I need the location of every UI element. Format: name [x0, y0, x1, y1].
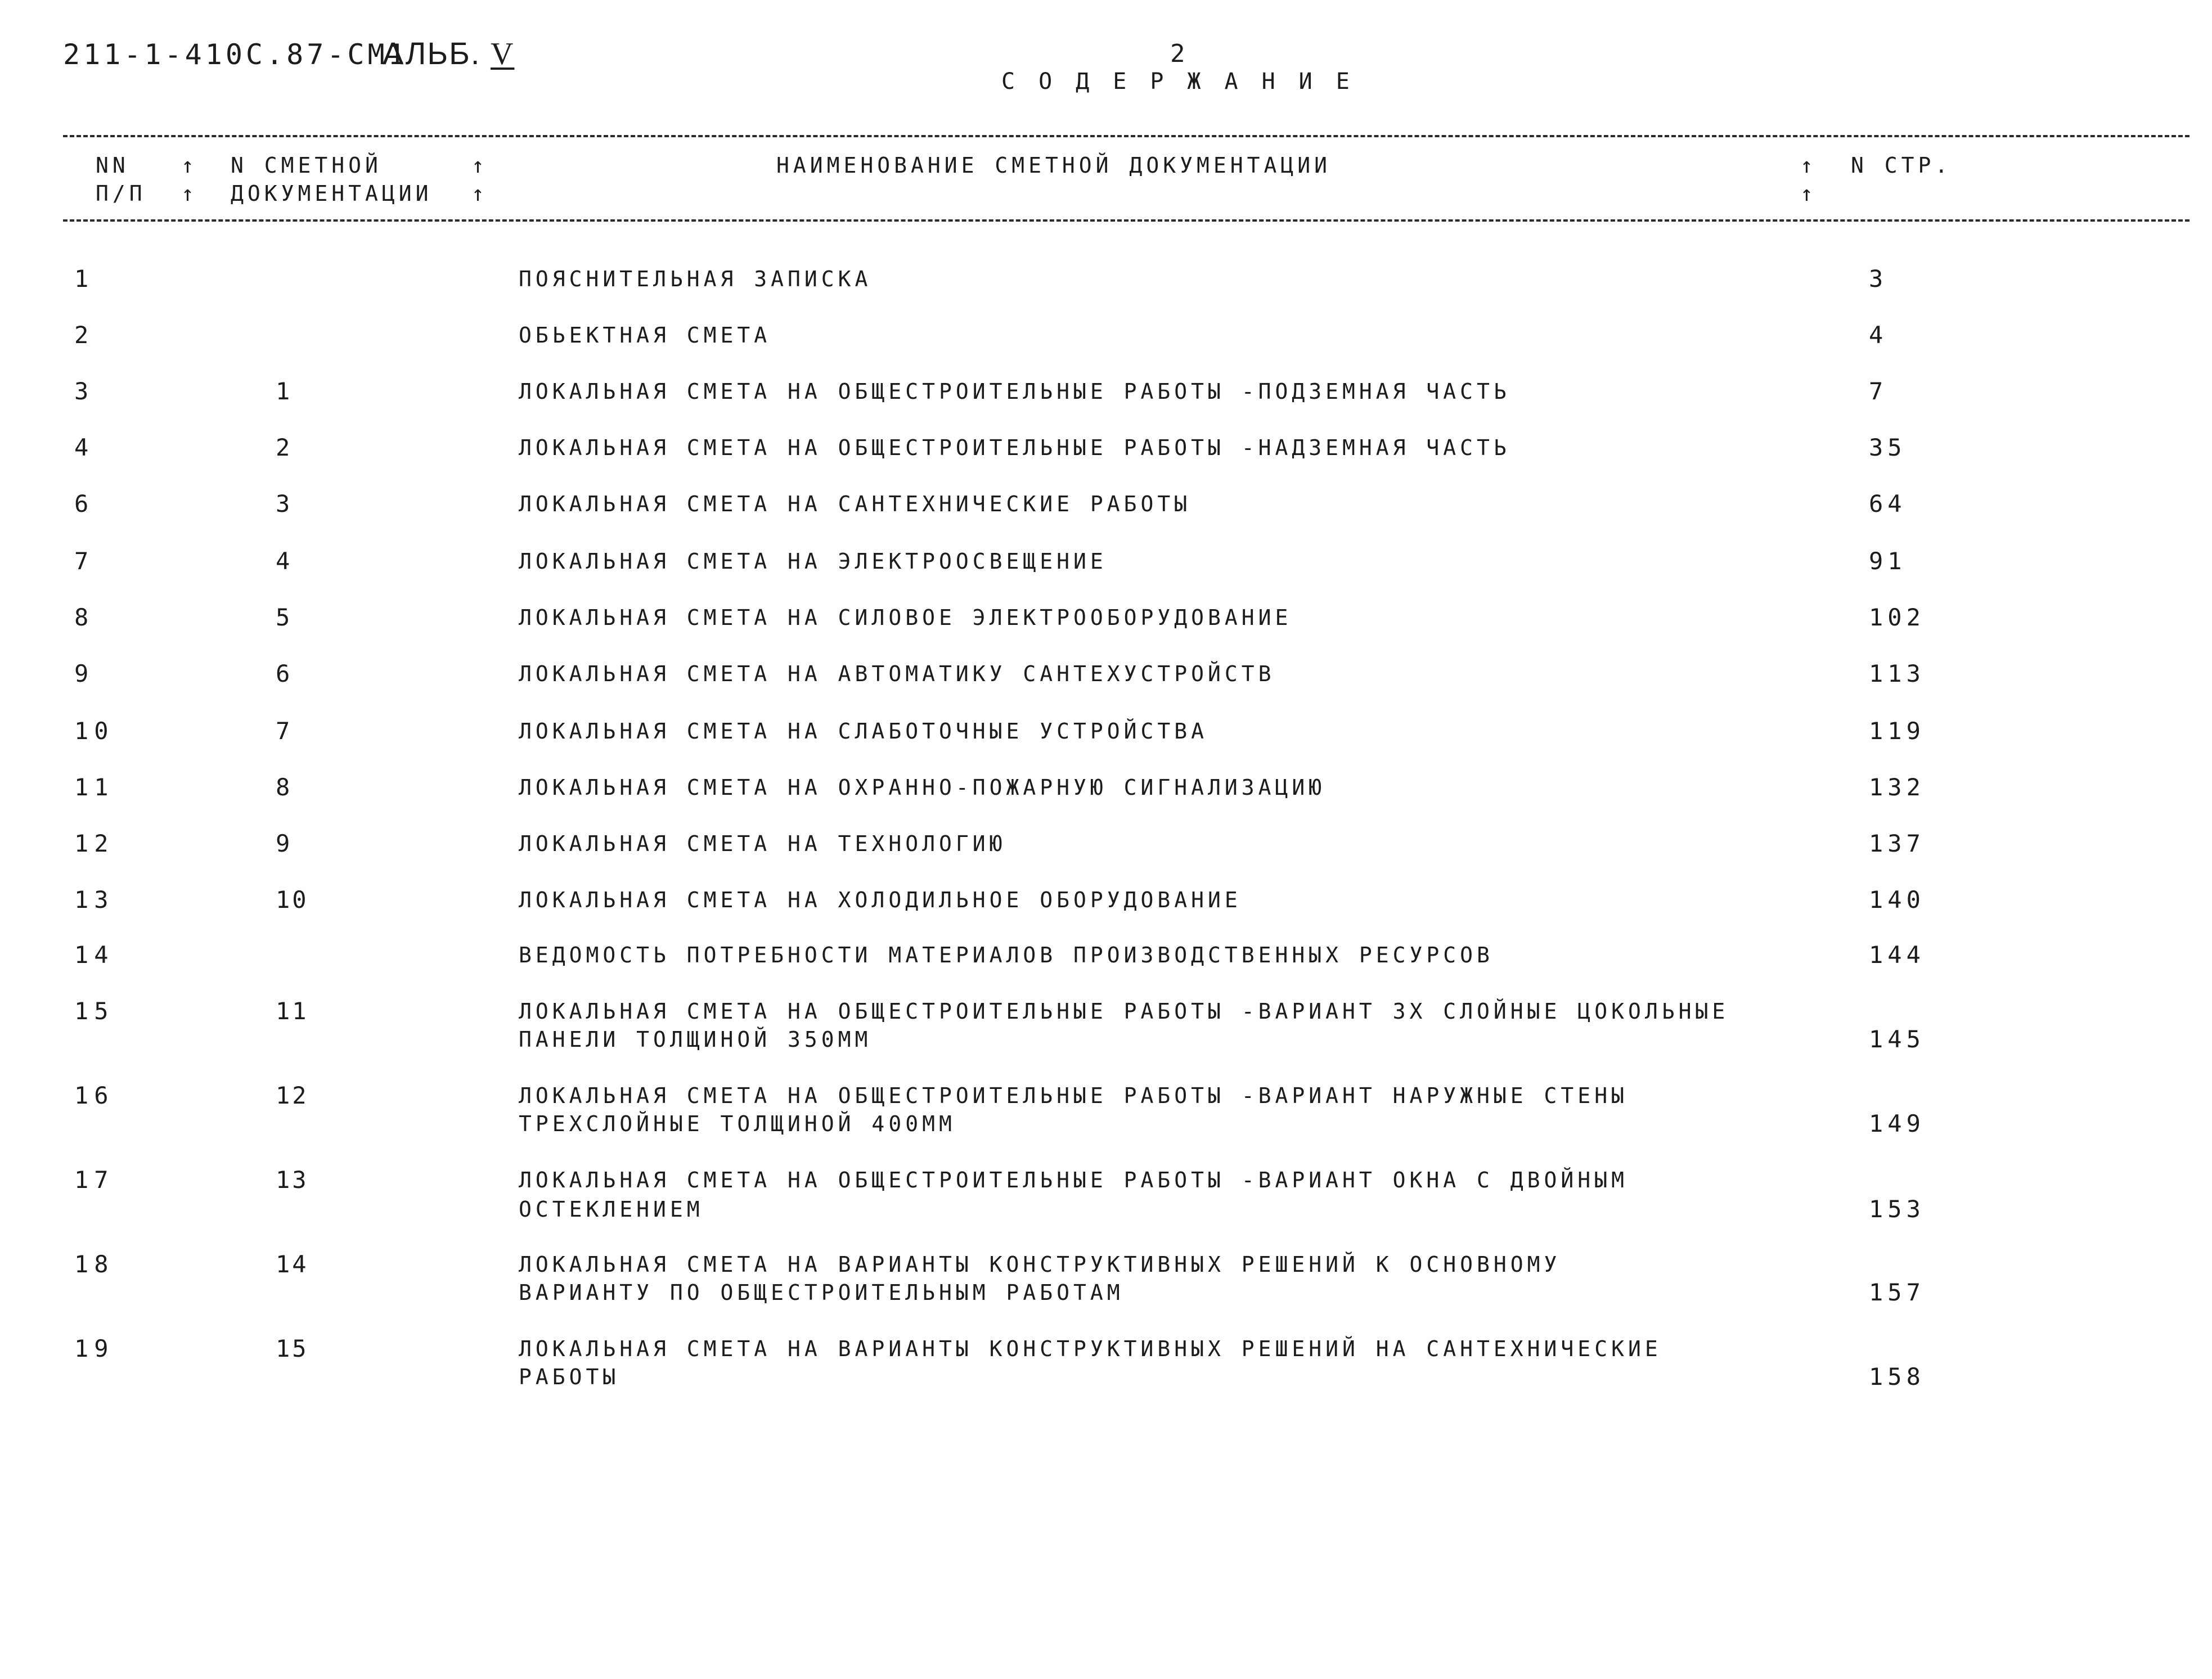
- row-page: 119: [1869, 717, 1925, 745]
- row-doc-number: 13: [276, 1166, 309, 1194]
- row-title-continued: ПАНЕЛИ ТОЛЩИНОЙ 350ММ: [519, 1027, 872, 1052]
- row-number: 15: [74, 997, 114, 1025]
- col-separator-arrow: ↑: [1800, 181, 1813, 206]
- row-page: 4: [1869, 321, 1888, 349]
- row-page: 149: [1869, 1110, 1925, 1137]
- row-page: 35: [1869, 434, 1907, 461]
- row-page: 158: [1869, 1363, 1925, 1390]
- row-page: 140: [1869, 886, 1925, 913]
- col-nn-line2: П/П: [96, 181, 146, 206]
- row-title: ЛОКАЛЬНАЯ СМЕТА НА САНТЕХНИЧЕСКИЕ РАБОТЫ: [519, 492, 1192, 516]
- row-page: 153: [1869, 1195, 1925, 1223]
- row-title: ЛОКАЛЬНАЯ СМЕТА НА ОБЩЕСТРОИТЕЛЬНЫЕ РАБОТЫ -НАДЗЕМНАЯ ЧАСТЬ: [519, 435, 1510, 460]
- row-doc-number: 7: [276, 717, 293, 745]
- row-number: 8: [74, 604, 95, 631]
- album-label-text: АЛЬБ.: [383, 35, 481, 71]
- row-doc-number: 2: [276, 434, 293, 461]
- row-title: ЛОКАЛЬНАЯ СМЕТА НА ВАРИАНТЫ КОНСТРУКТИВНЫХ РЕШЕНИЙ НА САНТЕХНИЧЕСКИЕ: [519, 1336, 1662, 1361]
- row-title: ЛОКАЛЬНАЯ СМЕТА НА ТЕХНОЛОГИЮ: [519, 831, 1006, 856]
- row-page: 145: [1869, 1025, 1925, 1053]
- row-title: ОБЬЕКТНАЯ СМЕТА: [519, 323, 771, 348]
- row-doc-number: 1: [276, 377, 293, 405]
- col-separator-arrow: ↑: [181, 153, 194, 178]
- row-doc-number: 5: [276, 604, 293, 631]
- row-doc-number: 15: [276, 1335, 309, 1362]
- row-doc-number: 4: [276, 547, 293, 575]
- col-separator-arrow: ↑: [181, 181, 194, 206]
- row-page: 132: [1869, 773, 1925, 801]
- header-top-rule: [63, 135, 2189, 137]
- row-number: 3: [74, 377, 95, 405]
- row-title: ЛОКАЛЬНАЯ СМЕТА НА АВТОМАТИКУ САНТЕХУСТРОЙСТВ: [519, 661, 1275, 686]
- row-number: 14: [74, 941, 114, 969]
- row-number: 13: [74, 886, 114, 913]
- row-number: 18: [74, 1250, 114, 1278]
- album-label: [383, 35, 514, 72]
- row-title: ЛОКАЛЬНАЯ СМЕТА НА ОБЩЕСТРОИТЕЛЬНЫЕ РАБОТЫ -ПОДЗЕМНАЯ ЧАСТЬ: [519, 379, 1510, 404]
- row-doc-number: 14: [276, 1250, 309, 1278]
- header-bottom-rule: [63, 219, 2189, 222]
- row-title: ЛОКАЛЬНАЯ СМЕТА НА ОБЩЕСТРОИТЕЛЬНЫЕ РАБОТЫ -ВАРИАНТ 3Х СЛОЙНЫЕ ЦОКОЛЬНЫЕ: [519, 999, 1729, 1024]
- row-doc-number: 6: [276, 660, 293, 687]
- row-doc-number: 9: [276, 830, 293, 857]
- row-title: ПОЯСНИТЕЛЬНАЯ ЗАПИСКА: [519, 267, 872, 291]
- row-doc-number: 3: [276, 490, 293, 517]
- row-page: 157: [1869, 1279, 1925, 1306]
- row-number: 6: [74, 490, 95, 517]
- row-doc-number: 12: [276, 1082, 309, 1109]
- row-title: ЛОКАЛЬНАЯ СМЕТА НА ОБЩЕСТРОИТЕЛЬНЫЕ РАБОТЫ -ВАРИАНТ ОКНА С ДВОЙНЫМ: [519, 1168, 1628, 1192]
- row-title: ЛОКАЛЬНАЯ СМЕТА НА ХОЛОДИЛЬНОЕ ОБОРУДОВАНИЕ: [519, 888, 1242, 912]
- row-title: ЛОКАЛЬНАЯ СМЕТА НА ОХРАННО-ПОЖАРНУЮ СИГНАЛИЗАЦИЮ: [519, 775, 1326, 800]
- col-doc-line1: N СМЕТНОЙ: [231, 153, 382, 178]
- row-title-continued: ВАРИАНТУ ПО ОБЩЕСТРОИТЕЛЬНЫМ РАБОТАМ: [519, 1280, 1124, 1305]
- album-number: V: [490, 37, 515, 71]
- row-number: 7: [74, 547, 95, 575]
- row-page: 144: [1869, 941, 1925, 969]
- document-code: 211-1-410С.87-СМ1: [63, 38, 408, 71]
- row-title: ЛОКАЛЬНАЯ СМЕТА НА ВАРИАНТЫ КОНСТРУКТИВНЫХ РЕШЕНИЙ К ОСНОВНОМУ: [519, 1252, 1561, 1277]
- row-doc-number: 10: [276, 886, 309, 913]
- row-number: 12: [74, 830, 114, 857]
- col-doc-line2: ДОКУМЕНТАЦИИ: [231, 181, 433, 206]
- row-number: 2: [74, 321, 95, 349]
- col-nn-line1: NN: [96, 153, 129, 178]
- row-page: 102: [1869, 604, 1925, 631]
- row-title-continued: РАБОТЫ: [519, 1365, 620, 1389]
- row-number: 17: [74, 1166, 114, 1194]
- row-number: 19: [74, 1335, 114, 1362]
- row-doc-number: 11: [276, 997, 309, 1025]
- row-title: ЛОКАЛЬНАЯ СМЕТА НА ЭЛЕКТРООСВЕЩЕНИЕ: [519, 549, 1107, 574]
- page-title: СОДЕРЖАНИЕ: [1001, 69, 1373, 94]
- row-number: 11: [74, 773, 114, 801]
- row-title: ЛОКАЛЬНАЯ СМЕТА НА СЛАБОТОЧНЫЕ УСТРОЙСТВА: [519, 719, 1208, 744]
- col-name-header: НАИМЕНОВАНИЕ СМЕТНОЙ ДОКУМЕНТАЦИИ: [776, 153, 1331, 178]
- col-separator-arrow: ↑: [471, 181, 484, 206]
- col-page-header: N СТР.: [1851, 153, 1952, 178]
- row-number: 16: [74, 1082, 114, 1109]
- row-title: ВЕДОМОСТЬ ПОТРЕБНОСТИ МАТЕРИАЛОВ ПРОИЗВОДСТВЕННЫХ РЕСУРСОВ: [519, 943, 1494, 967]
- row-doc-number: 8: [276, 773, 293, 801]
- row-page: 137: [1869, 830, 1925, 857]
- row-title: ЛОКАЛЬНАЯ СМЕТА НА ОБЩЕСТРОИТЕЛЬНЫЕ РАБОТЫ -ВАРИАНТ НАРУЖНЫЕ СТЕНЫ: [519, 1083, 1628, 1108]
- col-separator-arrow: ↑: [471, 153, 484, 178]
- row-page: 113: [1869, 660, 1925, 687]
- col-separator-arrow: ↑: [1800, 153, 1813, 178]
- row-title-continued: ОСТЕКЛЕНИЕМ: [519, 1197, 704, 1222]
- row-title-continued: ТРЕХСЛОЙНЫЕ ТОЛЩИНОЙ 400ММ: [519, 1111, 956, 1136]
- row-page: 7: [1869, 377, 1888, 405]
- row-page: 64: [1869, 490, 1907, 517]
- row-page: 3: [1869, 265, 1888, 292]
- row-page: 91: [1869, 547, 1907, 575]
- row-number: 4: [74, 434, 95, 461]
- page-number: 2: [1170, 39, 1185, 68]
- row-number: 9: [74, 660, 95, 687]
- row-number: 10: [74, 717, 114, 745]
- row-title: ЛОКАЛЬНАЯ СМЕТА НА СИЛОВОЕ ЭЛЕКТРООБОРУДОВАНИЕ: [519, 605, 1292, 630]
- row-number: 1: [74, 265, 95, 292]
